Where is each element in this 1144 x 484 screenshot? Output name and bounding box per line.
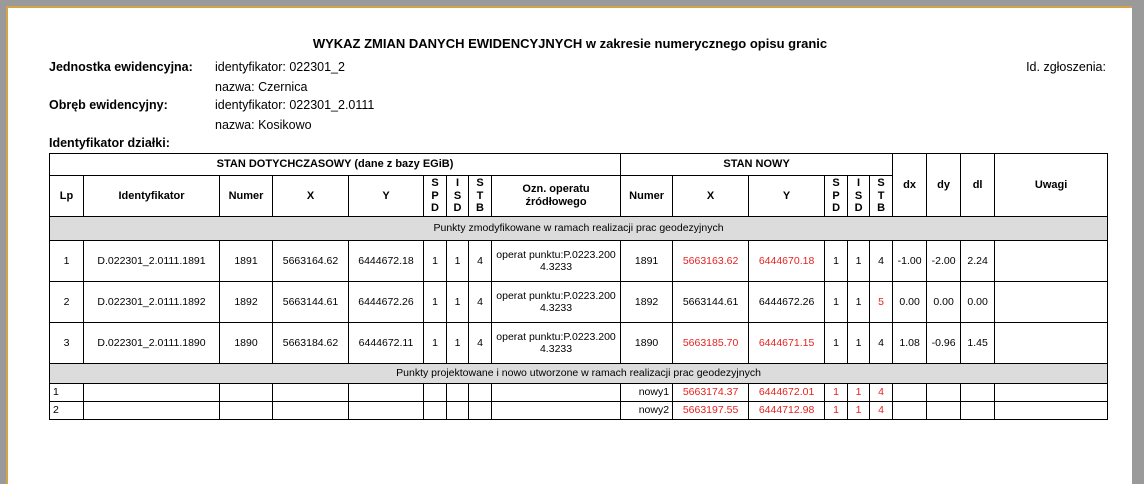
col-header-lp: Lp bbox=[50, 176, 84, 217]
cell-x bbox=[273, 384, 349, 402]
cell-x: 5663144.61 bbox=[273, 282, 349, 323]
col-header-ozn-operatu: Ozn. operatu źródłowego bbox=[492, 176, 621, 217]
cell-y-new: 6444672.26 bbox=[749, 282, 825, 323]
cell-spd: 1 bbox=[424, 241, 447, 282]
cell-numer: 1892 bbox=[220, 282, 273, 323]
table-row bbox=[50, 241, 1108, 282]
cell-dl: 0.00 bbox=[961, 282, 995, 323]
obreb-nazwa: nazwa: Kosikowo bbox=[215, 118, 312, 132]
cell-dy bbox=[927, 384, 961, 402]
col-header-y: Y bbox=[349, 176, 424, 217]
cell-ozn-operatu: operat punktu:P.0223.2004.3233 bbox=[492, 241, 621, 282]
cell-stb bbox=[469, 384, 492, 402]
cell-stb: 4 bbox=[469, 323, 492, 364]
col-header-stb-new: S T B bbox=[870, 176, 893, 217]
cell-dx: 1.08 bbox=[893, 323, 927, 364]
col-header-uwagi: Uwagi bbox=[995, 154, 1108, 217]
cell-isd-new: 1 bbox=[848, 282, 870, 323]
col-header-dy: dy bbox=[927, 154, 961, 217]
cell-dx bbox=[893, 402, 927, 420]
cell-isd bbox=[447, 384, 469, 402]
cell-stb: 4 bbox=[469, 241, 492, 282]
col-header-isd-new: I S D bbox=[848, 176, 870, 217]
cell-spd: 1 bbox=[424, 323, 447, 364]
changes-table bbox=[49, 153, 1108, 420]
cell-lp: 1 bbox=[50, 384, 84, 402]
cell-y: 6444672.26 bbox=[349, 282, 424, 323]
cell-y: 6444672.11 bbox=[349, 323, 424, 364]
section-modified-header: Punkty zmodyfikowane w ramach realizacji prac geodezyjnych bbox=[50, 217, 1108, 241]
cell-uwagi bbox=[995, 384, 1108, 402]
cell-isd: 1 bbox=[447, 241, 469, 282]
jednostka-nazwa: nazwa: Czernica bbox=[215, 80, 308, 94]
cell-stb: 4 bbox=[469, 282, 492, 323]
cell-x-new: 5663144.61 bbox=[673, 282, 749, 323]
cell-identyfikator: D.022301_2.0111.1891 bbox=[84, 241, 220, 282]
cell-y bbox=[349, 384, 424, 402]
cell-stb-new: 4 bbox=[870, 384, 893, 402]
jednostka-identyfikator: identyfikator: 022301_2 bbox=[215, 60, 345, 74]
table-row bbox=[50, 402, 1108, 420]
cell-uwagi bbox=[995, 323, 1108, 364]
cell-isd-new: 1 bbox=[848, 384, 870, 402]
cell-stb-new: 4 bbox=[870, 323, 893, 364]
obreb-identyfikator: identyfikator: 022301_2.0111 bbox=[215, 98, 375, 112]
cell-x-new: 5663163.62 bbox=[673, 241, 749, 282]
cell-stb-new: 4 bbox=[870, 241, 893, 282]
cell-dy: -2.00 bbox=[927, 241, 961, 282]
cell-numer-new: 1891 bbox=[621, 241, 673, 282]
report-title: WYKAZ ZMIAN DANYCH EWIDENCYJNYCH w zakresie numerycznego opisu granic bbox=[312, 36, 828, 51]
cell-y-new: 6444672.01 bbox=[749, 384, 825, 402]
cell-dl bbox=[961, 384, 995, 402]
table-row bbox=[50, 323, 1108, 364]
cell-isd-new: 1 bbox=[848, 402, 870, 420]
cell-lp: 2 bbox=[50, 402, 84, 420]
report-page bbox=[6, 6, 1132, 484]
cell-numer-new: 1890 bbox=[621, 323, 673, 364]
cell-isd-new: 1 bbox=[848, 241, 870, 282]
cell-dx: -1.00 bbox=[893, 241, 927, 282]
identyfikator-dzialki-label: Identyfikator działki: bbox=[49, 136, 170, 150]
cell-dl: 2.24 bbox=[961, 241, 995, 282]
cell-y: 6444672.18 bbox=[349, 241, 424, 282]
cell-dy: -0.96 bbox=[927, 323, 961, 364]
cell-dx: 0.00 bbox=[893, 282, 927, 323]
col-header-x: X bbox=[273, 176, 349, 217]
col-header-spd-new: S P D bbox=[825, 176, 848, 217]
cell-isd: 1 bbox=[447, 323, 469, 364]
cell-isd: 1 bbox=[447, 282, 469, 323]
col-header-stb: S T B bbox=[469, 176, 492, 217]
cell-spd-new: 1 bbox=[825, 241, 848, 282]
col-header-numer-new: Numer bbox=[621, 176, 673, 217]
cell-stb bbox=[469, 402, 492, 420]
id-zgloszenia-label: Id. zgłoszenia: bbox=[1026, 60, 1106, 74]
col-header-identyfikator: Identyfikator bbox=[84, 176, 220, 217]
cell-numer: 1890 bbox=[220, 323, 273, 364]
cell-x bbox=[273, 402, 349, 420]
cell-lp: 1 bbox=[50, 241, 84, 282]
cell-y-new: 6444712.98 bbox=[749, 402, 825, 420]
cell-x: 5663184.62 bbox=[273, 323, 349, 364]
group-header-new: STAN NOWY bbox=[621, 154, 893, 176]
col-header-dx: dx bbox=[893, 154, 927, 217]
cell-x-new: 5663197.55 bbox=[673, 402, 749, 420]
cell-uwagi bbox=[995, 402, 1108, 420]
cell-uwagi bbox=[995, 241, 1108, 282]
cell-identyfikator: D.022301_2.0111.1892 bbox=[84, 282, 220, 323]
obreb-label: Obręb ewidencyjny: bbox=[49, 98, 168, 112]
cell-dl bbox=[961, 402, 995, 420]
cell-numer-new: nowy1 bbox=[621, 384, 673, 402]
col-header-y-new: Y bbox=[749, 176, 825, 217]
cell-spd-new: 1 bbox=[825, 282, 848, 323]
cell-isd-new: 1 bbox=[848, 323, 870, 364]
cell-x-new: 5663174.37 bbox=[673, 384, 749, 402]
cell-dy bbox=[927, 402, 961, 420]
cell-ozn-operatu: operat punktu:P.0223.2004.3233 bbox=[492, 282, 621, 323]
table-row bbox=[50, 384, 1108, 402]
cell-identyfikator bbox=[84, 402, 220, 420]
col-header-x-new: X bbox=[673, 176, 749, 217]
cell-numer: 1891 bbox=[220, 241, 273, 282]
section-projected-header: Punkty projektowane i nowo utworzone w ramach realizacji prac geodezyjnych bbox=[50, 364, 1108, 384]
group-header-old: STAN DOTYCHCZASOWY (dane z bazy EGiB) bbox=[50, 154, 621, 176]
cell-dl: 1.45 bbox=[961, 323, 995, 364]
cell-x-new: 5663185.70 bbox=[673, 323, 749, 364]
col-header-isd: I S D bbox=[447, 176, 469, 217]
cell-numer-new: 1892 bbox=[621, 282, 673, 323]
table-row bbox=[50, 282, 1108, 323]
cell-y-new: 6444671.15 bbox=[749, 323, 825, 364]
cell-spd bbox=[424, 384, 447, 402]
cell-dx bbox=[893, 384, 927, 402]
cell-y-new: 6444670.18 bbox=[749, 241, 825, 282]
cell-lp: 3 bbox=[50, 323, 84, 364]
cell-lp: 2 bbox=[50, 282, 84, 323]
cell-identyfikator bbox=[84, 384, 220, 402]
col-header-spd: S P D bbox=[424, 176, 447, 217]
cell-spd-new: 1 bbox=[825, 384, 848, 402]
cell-numer-new: nowy2 bbox=[621, 402, 673, 420]
cell-y bbox=[349, 402, 424, 420]
cell-spd bbox=[424, 402, 447, 420]
cell-dy: 0.00 bbox=[927, 282, 961, 323]
cell-spd-new: 1 bbox=[825, 402, 848, 420]
cell-spd: 1 bbox=[424, 282, 447, 323]
cell-stb-new: 5 bbox=[870, 282, 893, 323]
cell-ozn-operatu: operat punktu:P.0223.2004.3233 bbox=[492, 323, 621, 364]
cell-stb-new: 4 bbox=[870, 402, 893, 420]
jednostka-label: Jednostka ewidencyjna: bbox=[49, 60, 193, 74]
cell-identyfikator: D.022301_2.0111.1890 bbox=[84, 323, 220, 364]
cell-numer bbox=[220, 402, 273, 420]
col-header-numer: Numer bbox=[220, 176, 273, 217]
cell-isd bbox=[447, 402, 469, 420]
cell-x: 5663164.62 bbox=[273, 241, 349, 282]
cell-ozn-operatu bbox=[492, 402, 621, 420]
col-header-dl: dl bbox=[961, 154, 995, 217]
cell-numer bbox=[220, 384, 273, 402]
cell-uwagi bbox=[995, 282, 1108, 323]
cell-ozn-operatu bbox=[492, 384, 621, 402]
cell-spd-new: 1 bbox=[825, 323, 848, 364]
